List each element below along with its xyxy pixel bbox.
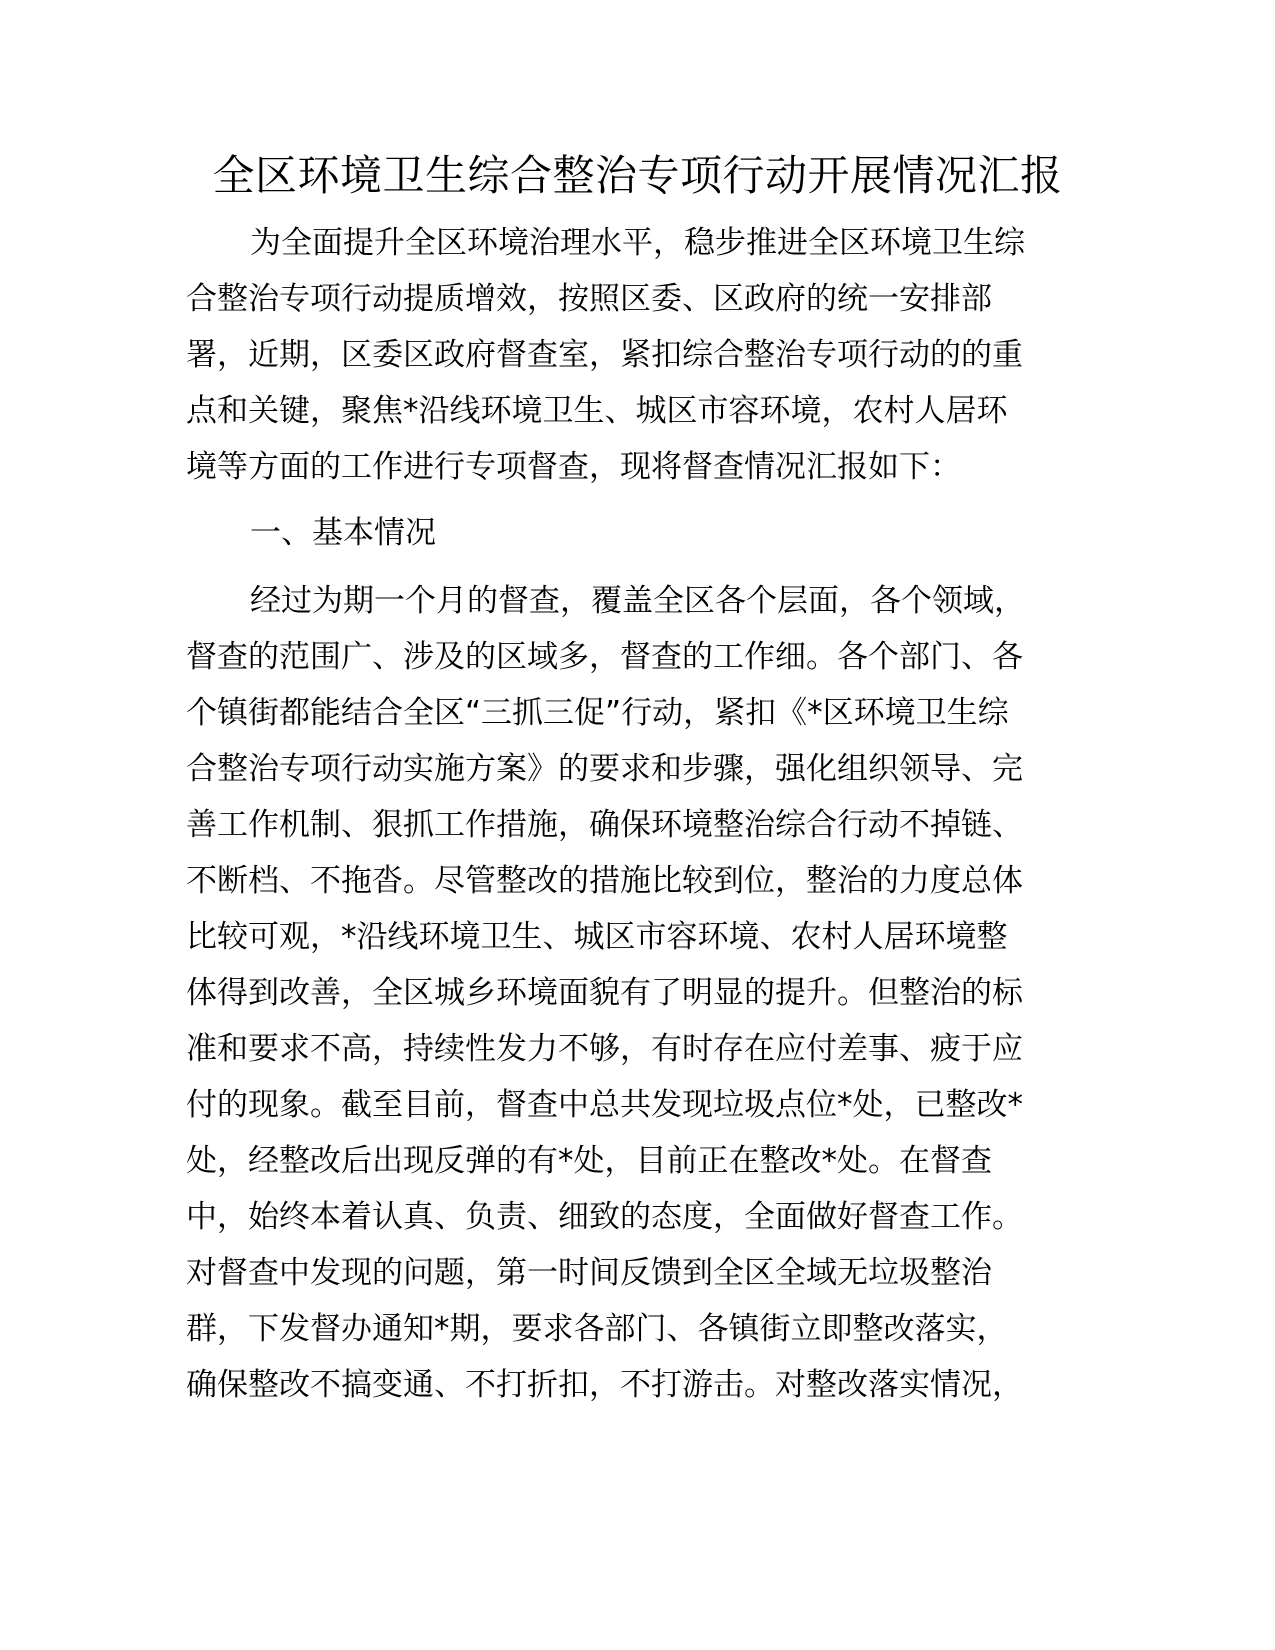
- intro-line: 境等方面的工作进行专项督查，现将督查情况汇报如下：: [186, 449, 961, 485]
- body-line: 比较可观，*沿线环境卫生、城区市容环境、农村人居环境整: [186, 919, 1008, 955]
- intro-line: 署，近期，区委区政府督查室，紧扣综合整治专项行动的的重: [186, 337, 1023, 373]
- body-line: 不断档、不拖沓。尽管整改的措施比较到位，整治的力度总体: [186, 863, 1023, 899]
- section-heading: 一、基本情况: [250, 515, 436, 551]
- body-line: 确保整改不搞变通、不打折扣，不打游击。对整改落实情况，: [186, 1367, 1023, 1403]
- body-line: 合整治专项行动实施方案》的要求和步骤，强化组织领导、完: [186, 751, 1023, 787]
- body-line: 对督查中发现的问题，第一时间反馈到全区全域无垃圾整治: [186, 1255, 992, 1291]
- body-line: 督查的范围广、涉及的区域多，督查的工作细。各个部门、各: [186, 639, 1023, 675]
- body-line: 准和要求不高，持续性发力不够，有时存在应付差事、疲于应: [186, 1031, 1023, 1067]
- document-title: 全区环境卫生综合整治专项行动开展情况汇报: [212, 151, 1063, 200]
- body-line: 体得到改善，全区城乡环境面貌有了明显的提升。但整治的标: [186, 975, 1023, 1011]
- body-line: 群，下发督办通知*期，要求各部门、各镇街立即整改落实，: [186, 1311, 1008, 1347]
- body-line: 处，经整改后出现反弹的有*处，目前正在整改*处。在督查: [186, 1143, 992, 1179]
- intro-line: 为全面提升全区环境治理水平，稳步推进全区环境卫生综: [250, 225, 1025, 261]
- body-line: 经过为期一个月的督查，覆盖全区各个层面，各个领域，: [250, 583, 1025, 619]
- body-line: 中，始终本着认真、负责、细致的态度，全面做好督查工作。: [186, 1199, 1023, 1235]
- intro-line: 点和关键，聚焦*沿线环境卫生、城区市容环境，农村人居环: [186, 393, 1008, 429]
- body-line: 善工作机制、狠抓工作措施，确保环境整治综合行动不掉链、: [186, 807, 1023, 843]
- body-line: 个镇街都能结合全区“三抓三促”行动，紧扣《*区环境卫生综: [186, 695, 1009, 731]
- body-line: 付的现象。截至目前，督查中总共发现垃圾点位*处，已整改*: [186, 1087, 1023, 1123]
- intro-line: 合整治专项行动提质增效，按照区委、区政府的统一安排部: [186, 281, 992, 317]
